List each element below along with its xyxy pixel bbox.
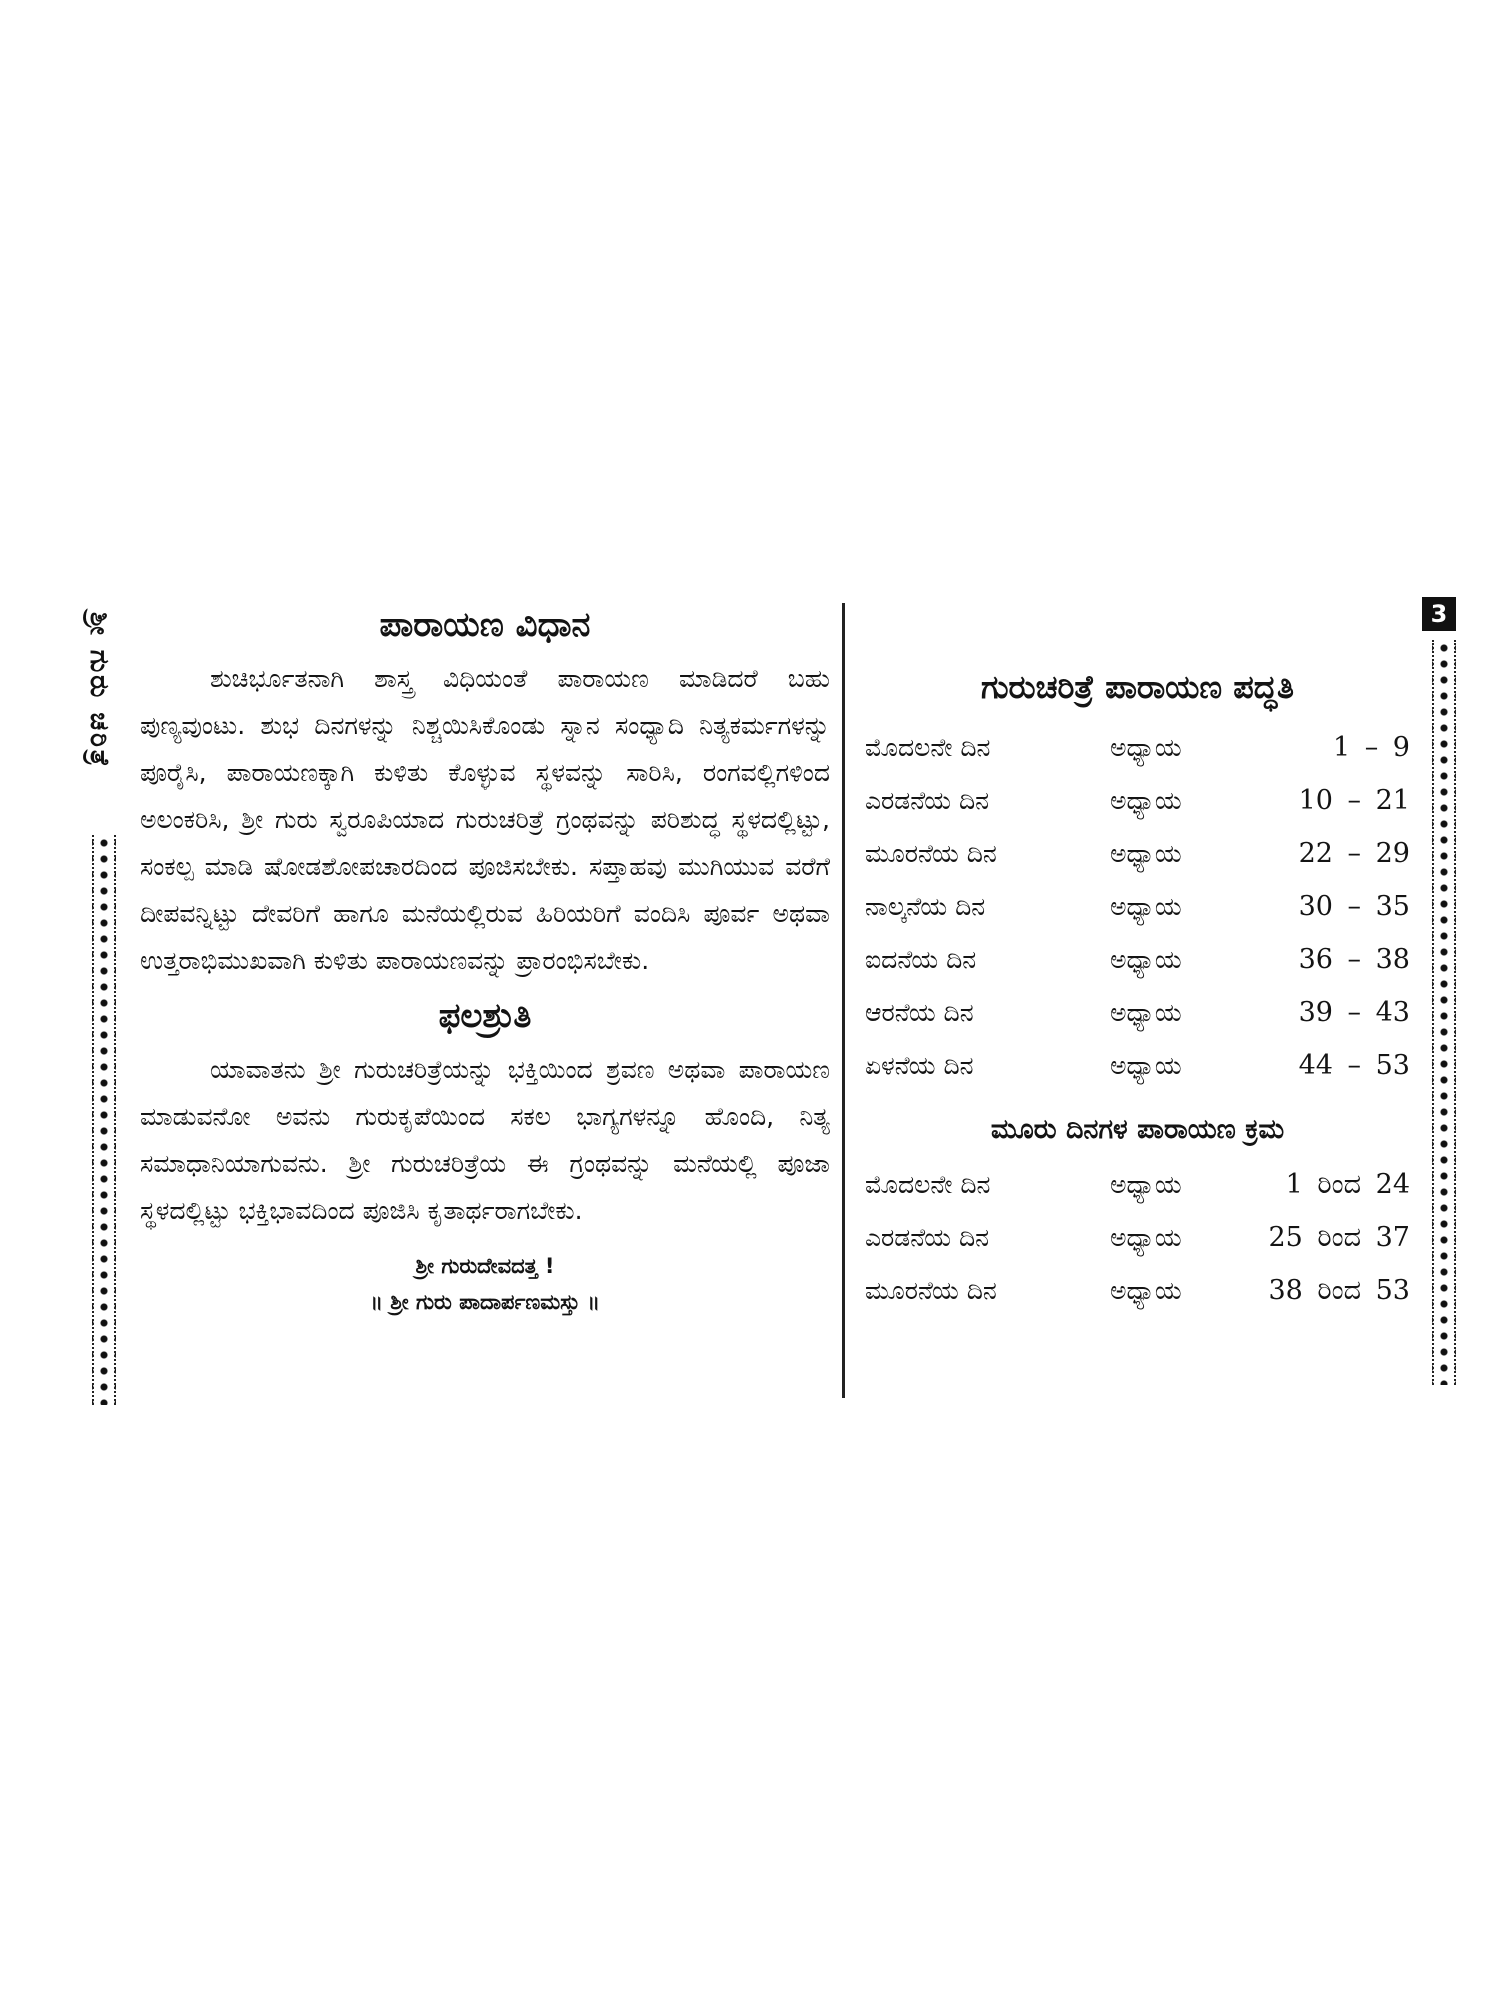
- day-label: ಏಳನೆಯ ದಿನ: [865, 1050, 974, 1080]
- column-divider: [842, 603, 845, 1398]
- chapter-label: ಅಧ್ಯಾಯ: [1110, 891, 1182, 921]
- three-day-schedule: [865, 1158, 1410, 1317]
- chapter-range: 30 – 35: [1298, 891, 1410, 922]
- chapter-label: ಅಧ್ಯಾಯ: [1110, 1275, 1182, 1305]
- chapter-label: ಅಧ್ಯಾಯ: [1110, 944, 1182, 974]
- chapter-range: 22 – 29: [1298, 838, 1410, 869]
- schedule-title: ಗುರುಚರಿತ್ರೆ ಪಾರಾಯಣ ಪದ್ಧತಿ: [981, 668, 1294, 706]
- schedule-row: [865, 1264, 1410, 1317]
- chapter-label: ಅಧ್ಯಾಯ: [1110, 1050, 1182, 1080]
- chapter-range: 1 – 9: [1332, 732, 1410, 763]
- chapter-label: ಅಧ್ಯಾಯ: [1110, 997, 1182, 1027]
- schedule-row: [865, 1211, 1410, 1264]
- chapter-range: 38 ರಿಂದ 53: [1268, 1274, 1410, 1306]
- day-label: ಆರನೆಯ ದಿನ: [865, 997, 974, 1027]
- day-label: ಎರಡನೆಯ ದಿನ: [865, 785, 990, 815]
- chapter-label: ಅಧ್ಯಾಯ: [1110, 1169, 1182, 1199]
- procedure-paragraph: ಶುಚಿರ್ಭೂತನಾಗಿ ಶಾಸ್ತ್ರ ವಿಧಿಯಂತೆ ಪಾರಾಯಣ ಮಾಡಿದರೆ ಬಹು ಪುಣ್ಯವುಂಟು. ಶುಭ ದಿನಗಳನ್ನು ನಿಶ್ಚಯಿಸಿಕೊಂಡು ಸ್ನಾನ ಸಂಧ್ಯಾದಿ ನಿತ್ಯಕರ್ಮಗಳನ್ನು ಪೂರೈಸಿ, ಪಾರಾಯಣಕ್ಕಾಗಿ ಕುಳಿತು ಕೊಳ್ಳುವ ಸ್ಥಳವನ್ನು ಸಾರಿಸಿ, ರಂಗವಲ್ಲಿಗಳಿಂದ ಅಲಂಕರಿಸಿ, ಶ್ರೀ ಗುರು ಸ್ವರೂಪಿಯಾದ ಗುರುಚರಿತ್ರೆ ಗ್ರಂಥವನ್ನು ಪರಿಶುದ್ಧ ಸ್ಥಳದಲ್ಲಿಟ್ಟು, ಸಂಕಲ್ಪ ಮಾಡಿ ಷೋಡಶೋಪಚಾರದಿಂದ ಪೂಜಿಸಬೇಕು. ಸಪ್ತಾಹವು ಮುಗಿಯುವ ವರೆಗೆ ದೀಪವನ್ನಿಟ್ಟು ದೇವರಿಗೆ ಹಾಗೂ ಮನೆಯಲ್ಲಿರುವ ಹಿರಿಯರಿಗೆ ವಂದಿಸಿ ಪೂರ್ವ ಅಥವಾ ಉತ್ತರಾಭಿಮುಖವಾಗಿ ಕುಳಿತು ಪಾರಾಯಣವನ್ನು ಪ್ರಾರಂಭಿಸಬೇಕು.: [140, 664, 830, 975]
- closing-line-2: ॥ ಶ್ರೀ ಗುರು ಪಾದಾರ್ಪಣಮಸ್ತು ॥: [370, 1290, 600, 1314]
- schedule-row: [865, 1158, 1410, 1211]
- schedule-row: [865, 933, 1410, 986]
- schedule-row: [865, 827, 1410, 880]
- chapter-label: ಅಧ್ಯಾಯ: [1110, 838, 1182, 868]
- schedule-row: [865, 986, 1410, 1039]
- section-title: ಪಾರಾಯಣ ವಿಧಾನ: [379, 605, 591, 645]
- day-label: ಎರಡನೆಯ ದಿನ: [865, 1222, 990, 1252]
- chapter-range: 10 – 21: [1298, 785, 1410, 816]
- schedule-row: [865, 721, 1410, 774]
- day-label: ಐದನೆಯ ದಿನ: [865, 944, 977, 974]
- three-day-title: ಮೂರು ದಿನಗಳ ಪಾರಾಯಣ ಕ್ರಮ: [990, 1114, 1285, 1145]
- benefits-title: ಫಲಶ್ರುತಿ: [438, 996, 532, 1036]
- schedule-row: [865, 1039, 1410, 1092]
- chapter-range: 36 – 38: [1298, 944, 1410, 975]
- side-running-title: ಶ್ರೀ ಗುರು ಚರಿತ್ರೆ: [84, 612, 114, 769]
- day-label: ಮೂರನೆಯ ದಿನ: [865, 1275, 997, 1305]
- left-column: [140, 605, 830, 1320]
- closing-line-1: ಶ್ರೀ ಗುರುದೇವದತ್ತ !: [415, 1254, 555, 1278]
- chapter-range: 25 ರಿಂದ 37: [1268, 1221, 1410, 1253]
- day-label: ಮೂರನೆಯ ದಿನ: [865, 838, 997, 868]
- chapter-label: ಅಧ್ಯಾಯ: [1110, 732, 1182, 762]
- chapter-range: 44 – 53: [1298, 1050, 1410, 1081]
- chapter-label: ಅಧ್ಯಾಯ: [1110, 1222, 1182, 1252]
- schedule-row: [865, 774, 1410, 827]
- chapter-range: 1 ರಿಂದ 24: [1285, 1168, 1410, 1200]
- benefits-paragraph: ಯಾವಾತನು ಶ್ರೀ ಗುರುಚರಿತ್ರೆಯನ್ನು ಭಕ್ತಿಯಿಂದ ಶ್ರವಣ ಅಥವಾ ಪಾರಾಯಣ ಮಾಡುವನೋ ಅವನು ಗುರುಕೃಪೆಯಿಂದ ಸಕಲ ಭಾಗ್ಯಗಳನ್ನೂ ಹೊಂದಿ, ನಿತ್ಯ ಸಮಾಧಾನಿಯಾಗುವನು. ಶ್ರೀ ಗುರುಚರಿತ್ರೆಯ ಈ ಗ್ರಂಥವನ್ನು ಮನೆಯಲ್ಲಿ ಪೂಜಾ ಸ್ಥಳದಲ್ಲಿಟ್ಟು ಭಕ್ತಿಭಾವದಿಂದ ಪೂಜಿಸಿ ಕೃತಾರ್ಥರಾಗಬೇಕು.: [140, 1055, 830, 1225]
- right-column: [865, 668, 1410, 1317]
- day-label: ನಾಲ್ಕನೆಯ ದಿನ: [865, 891, 986, 921]
- chapter-range: 39 – 43: [1298, 997, 1410, 1028]
- right-decorative-border: [1432, 640, 1456, 1385]
- chapter-label: ಅಧ್ಯಾಯ: [1110, 785, 1182, 815]
- seven-day-schedule: [865, 721, 1410, 1092]
- schedule-row: [865, 880, 1410, 933]
- closing-blessing: [140, 1248, 830, 1320]
- left-decorative-border: [92, 835, 116, 1405]
- day-label: ಮೊದಲನೇ ದಿನ: [865, 732, 991, 762]
- page-number: 3: [1422, 597, 1456, 631]
- day-label: ಮೊದಲನೇ ದಿನ: [865, 1169, 991, 1199]
